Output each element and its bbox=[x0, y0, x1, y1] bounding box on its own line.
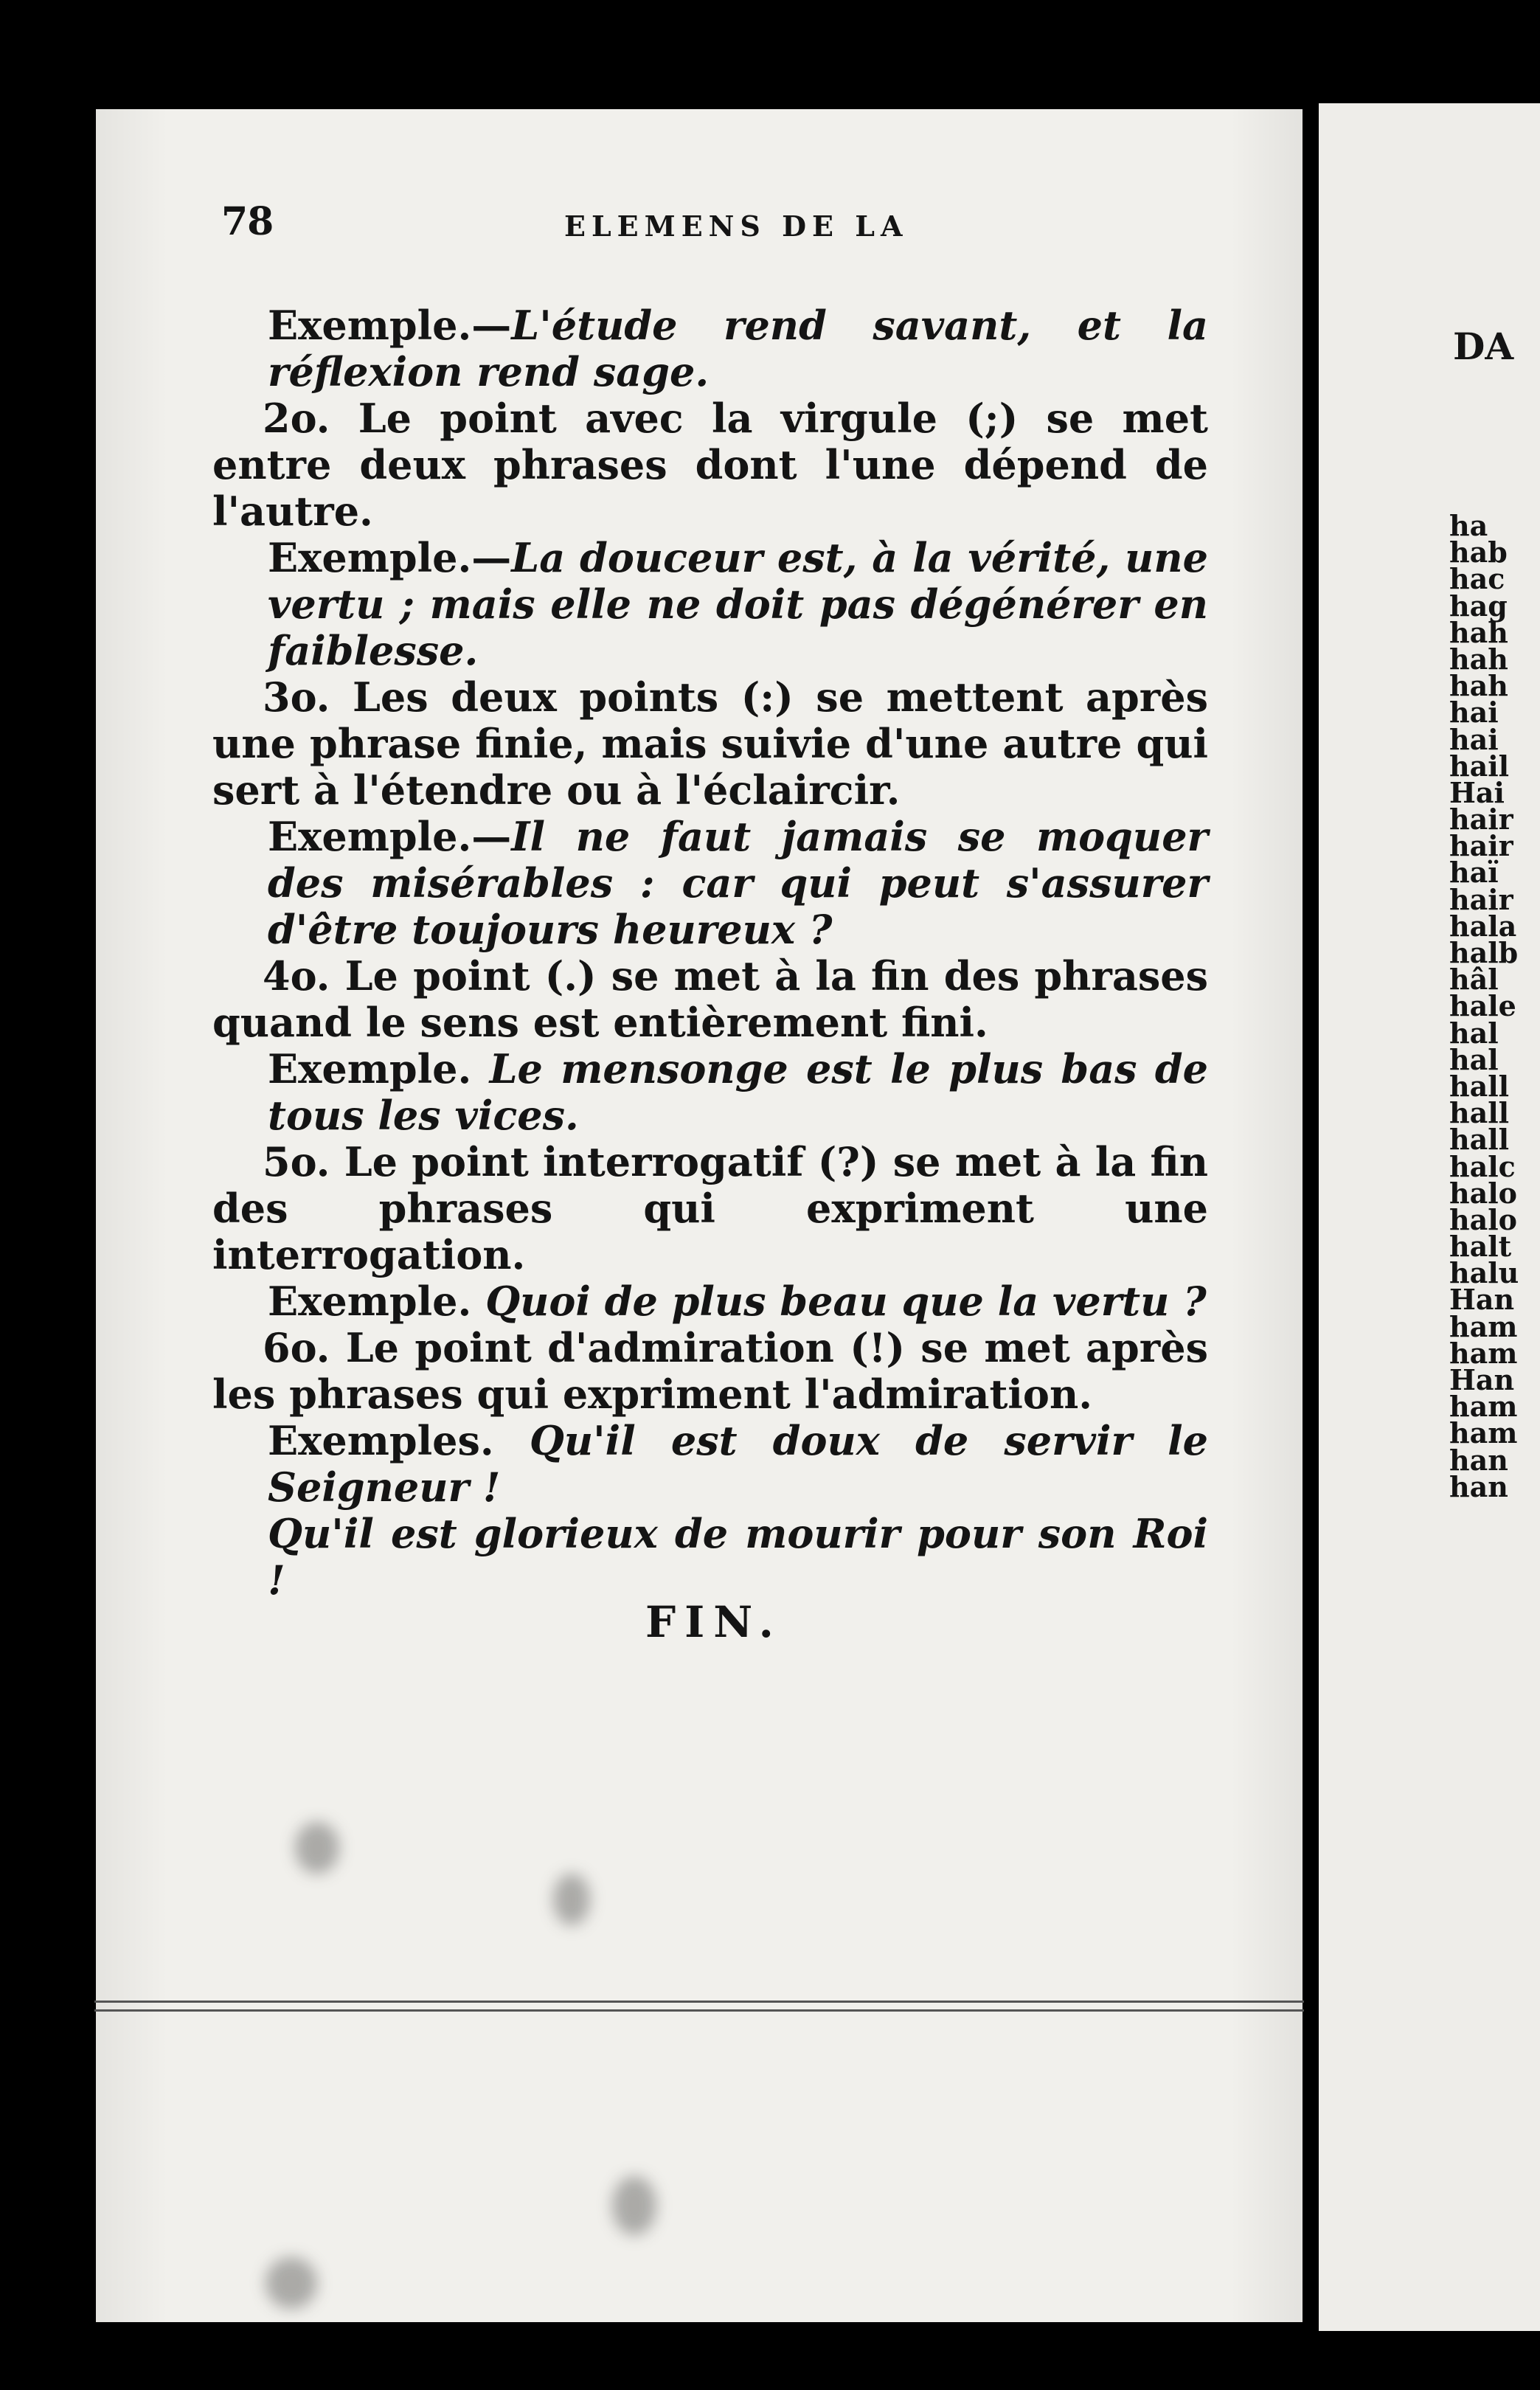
right-page-word: hai bbox=[1449, 696, 1499, 730]
right-page-word: Han bbox=[1449, 1363, 1515, 1396]
example-text: La douceur est, à la vérité, une vertu ; mais elle ne doit pas dégénérer en faiblesse. bbox=[268, 534, 1208, 674]
body-text bbox=[212, 302, 1208, 1604]
right-page-heading: DA bbox=[1453, 325, 1514, 368]
example-paragraph bbox=[212, 814, 1208, 953]
right-page-word: hall bbox=[1449, 1096, 1510, 1130]
right-page-word: halt bbox=[1449, 1230, 1512, 1264]
right-page-word: halb bbox=[1449, 936, 1519, 969]
right-page-word: hale bbox=[1449, 989, 1516, 1023]
right-page-word: hai bbox=[1449, 722, 1499, 756]
example-paragraph bbox=[212, 1418, 1208, 1511]
right-page-word: han bbox=[1449, 1469, 1508, 1503]
example-label: Exemple. bbox=[268, 1045, 490, 1092]
right-page-word: hail bbox=[1449, 749, 1510, 783]
right-page-word: ha bbox=[1449, 509, 1488, 542]
fin-label: FIN. bbox=[645, 1597, 783, 1647]
ink-smudge bbox=[553, 1874, 590, 1925]
right-page-word: halo bbox=[1449, 1176, 1518, 1210]
example-text: Quoi de plus beau que la vertu ? bbox=[485, 1278, 1207, 1325]
right-page-word: ham bbox=[1449, 1309, 1518, 1343]
rule-paragraph: 2o. Le point avec la virgule (;) se met entre deux phrases dont l'une dépend de l'autre. bbox=[212, 395, 1208, 535]
example-paragraph bbox=[212, 535, 1208, 674]
ink-smudge bbox=[612, 2176, 656, 2235]
right-page-word-column bbox=[1449, 509, 1519, 1503]
example-label: Exemple.— bbox=[268, 813, 512, 860]
right-page-word: hâl bbox=[1449, 963, 1499, 997]
right-page-word: hag bbox=[1449, 589, 1508, 623]
example-text: Le mensonge est le plus bas de tous les vices. bbox=[268, 1045, 1208, 1139]
right-page-word: hall bbox=[1449, 1069, 1510, 1103]
right-page-word: haï bbox=[1449, 856, 1499, 890]
example-label: Exemple. bbox=[268, 1278, 486, 1325]
example-paragraph bbox=[212, 1278, 1208, 1325]
right-page-word: hair bbox=[1449, 829, 1513, 863]
running-head: ELEMENS DE LA bbox=[564, 209, 909, 243]
page-rule bbox=[94, 2009, 1304, 2012]
page-number: 78 bbox=[221, 199, 274, 244]
right-page-word: halu bbox=[1449, 1256, 1519, 1290]
right-page-word: han bbox=[1449, 1443, 1508, 1477]
right-page-word: halo bbox=[1449, 1202, 1518, 1236]
example-paragraph bbox=[212, 1046, 1208, 1139]
example-text: Qu'il est glorieux de mourir pour son Roi ! bbox=[268, 1510, 1208, 1604]
right-page-word: hab bbox=[1449, 536, 1508, 569]
right-page-word: hah bbox=[1449, 615, 1508, 649]
ink-smudge bbox=[295, 1822, 339, 1874]
right-page-word: ham bbox=[1449, 1390, 1518, 1424]
example-continuation bbox=[212, 1511, 1208, 1604]
right-page-word: hac bbox=[1449, 562, 1505, 596]
right-page-word: hah bbox=[1449, 642, 1508, 676]
example-paragraph bbox=[212, 302, 1208, 395]
right-page-word: hair bbox=[1449, 882, 1513, 916]
ink-smudge bbox=[266, 2257, 317, 2309]
example-label: Exemple.— bbox=[268, 534, 512, 581]
example-label: Exemple.— bbox=[268, 302, 512, 349]
example-text: L'étude rend savant, et la réflexion rend sage. bbox=[268, 302, 1208, 395]
rule-paragraph: 4o. Le point (.) se met à la fin des phrases quand le sens est entièrement fini. bbox=[212, 952, 1208, 1046]
right-page-word: Han bbox=[1449, 1283, 1515, 1317]
rule-paragraph: 3o. Les deux points (:) se mettent après une phrase finie, mais suivie d'une autre qui sert à l'étendre ou à l'éclaircir. bbox=[212, 673, 1208, 814]
example-text: Qu'il est doux de servir le Seigneur ! bbox=[268, 1417, 1208, 1511]
right-page-word: Hai bbox=[1449, 775, 1505, 809]
right-page-word: hall bbox=[1449, 1123, 1510, 1157]
right-page-word: hala bbox=[1449, 909, 1517, 943]
right-page-word: ham bbox=[1449, 1336, 1518, 1370]
rule-paragraph: 5o. Le point interrogatif (?) se met à la fin des phrases qui expriment une interrogation. bbox=[212, 1138, 1208, 1278]
right-page-word: ham bbox=[1449, 1416, 1518, 1450]
right-page-word: hal bbox=[1449, 1042, 1499, 1076]
page-header bbox=[221, 199, 1254, 251]
example-label: Exemples. bbox=[268, 1417, 530, 1464]
example-text: Il ne faut jamais se moquer des misérables : car qui peut s'assurer d'être toujours heureux ? bbox=[268, 813, 1208, 953]
right-page-word: hah bbox=[1449, 669, 1508, 703]
rule-paragraph: 6o. Le point d'admiration (!) se met après les phrases qui expriment l'admiration. bbox=[212, 1324, 1208, 1418]
page-rule bbox=[94, 2001, 1304, 2003]
right-page-word: hal bbox=[1449, 1016, 1499, 1050]
right-page-word: hair bbox=[1449, 803, 1513, 836]
right-page-word: halc bbox=[1449, 1149, 1516, 1183]
